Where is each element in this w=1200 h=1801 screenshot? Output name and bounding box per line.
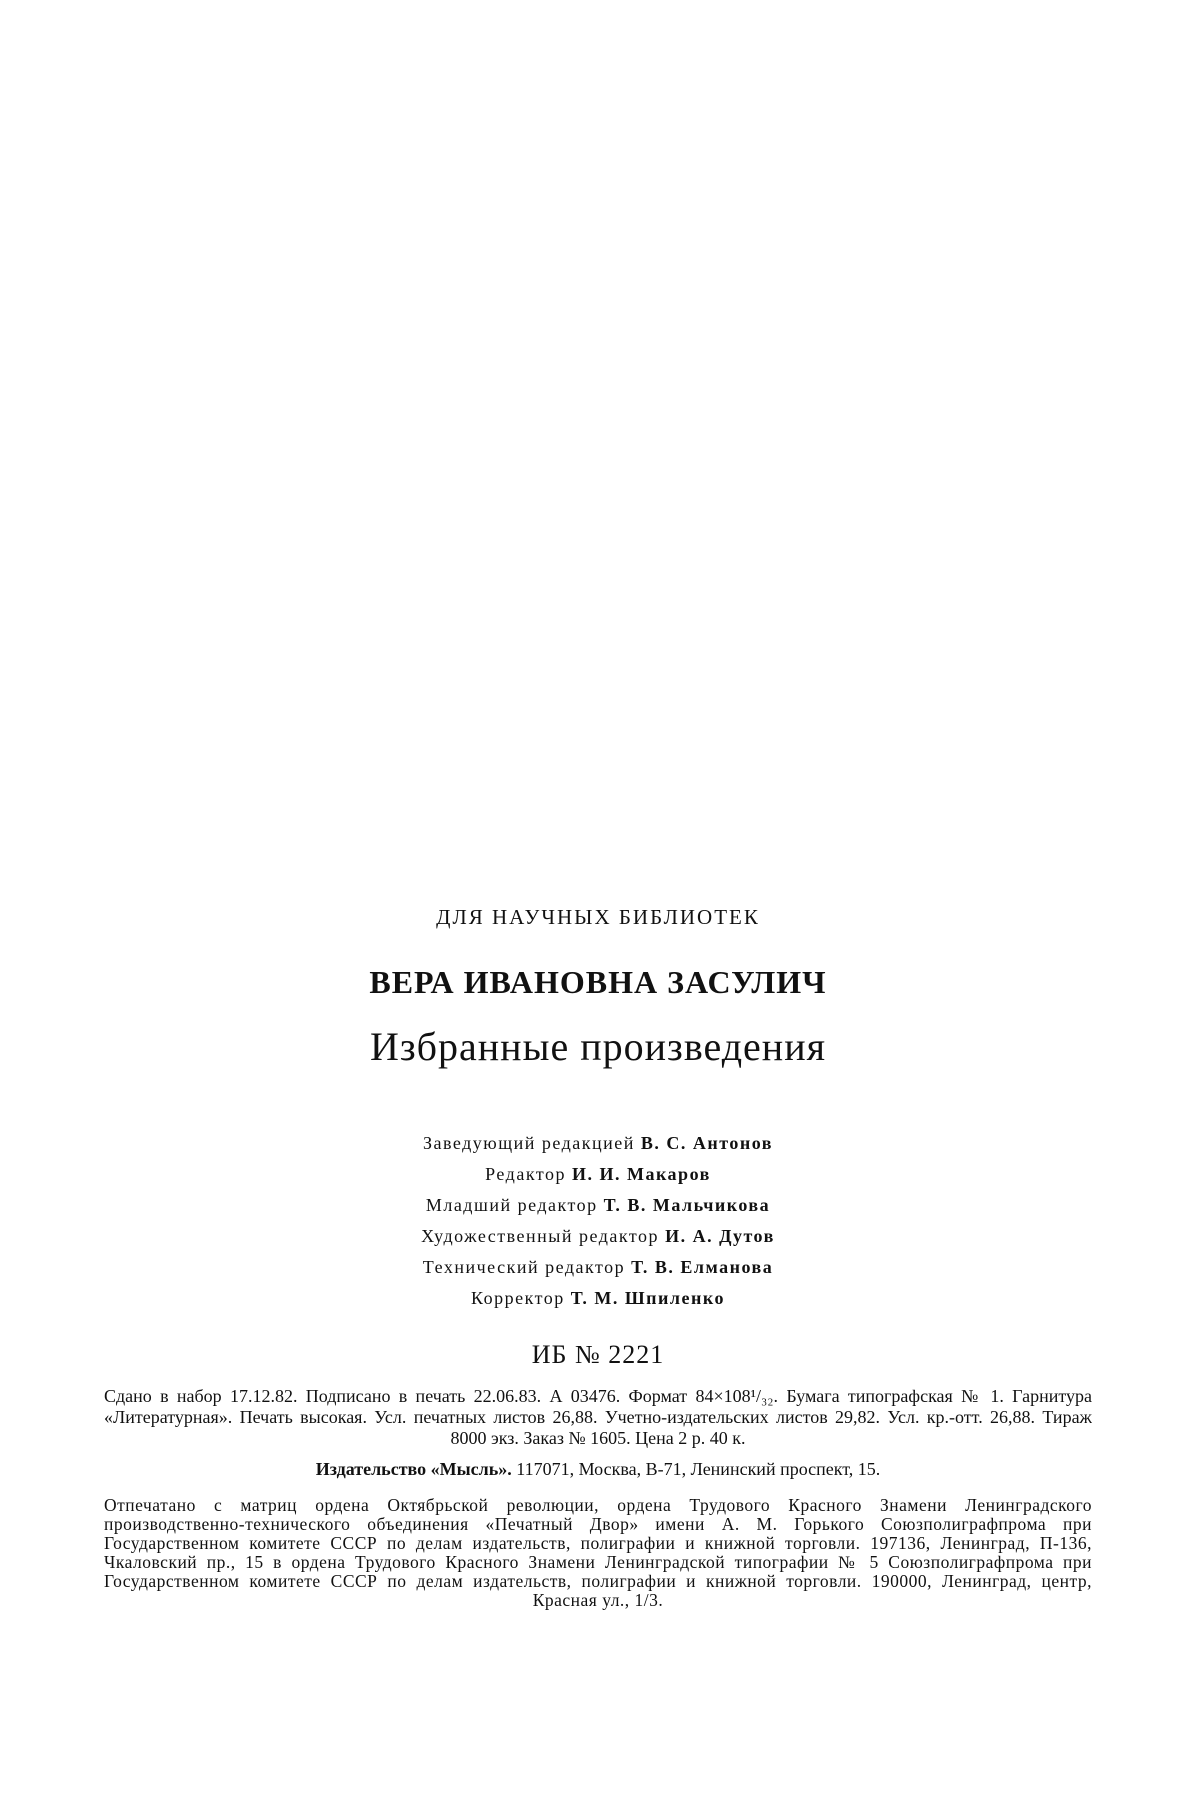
- author-name: ВЕРА ИВАНОВНА ЗАСУЛИЧ: [369, 964, 827, 1000]
- imprint-page: [104, 905, 1092, 1610]
- staff-name: Т. В. Елманова: [631, 1257, 774, 1277]
- staff-role: Младший редактор: [425, 1195, 598, 1215]
- publisher-name: Издательство «Мысль».: [315, 1459, 512, 1479]
- staff-name: И. И. Макаров: [571, 1164, 711, 1184]
- staff-line: [104, 1252, 1092, 1283]
- staff-role: Художественный редактор: [421, 1226, 660, 1246]
- staff-line: [104, 1221, 1092, 1252]
- staff-name: В. С. Антонов: [640, 1133, 774, 1153]
- ib-number: ИБ № 2221: [531, 1340, 665, 1369]
- publisher-address: 117071, Москва, В-71, Ленинский проспект, 15.: [516, 1459, 881, 1479]
- staff-line: [104, 1283, 1092, 1314]
- staff-line: [104, 1128, 1092, 1159]
- print-details: Сдано в набор 17.12.82. Подписано в печать 22.06.83. А 03476. Формат 84×108¹/₃₂. Бумага типографская № 1. Гарнитура «Литературная». Печать высокая. Усл. печатных листов 26,88. Учетно-издательских листов 29,82. Усл. кр.-отт. 26,88. Тираж 8000 экз. Заказ № 1605. Цена 2 р. 40 к.: [104, 1386, 1092, 1448]
- editorial-staff-list: [104, 1128, 1092, 1314]
- staff-role: Корректор: [470, 1288, 565, 1308]
- staff-line: [104, 1159, 1092, 1190]
- staff-role: Заведующий редакцией: [422, 1133, 635, 1153]
- series-label: ДЛЯ НАУЧНЫХ БИБЛИОТЕК: [436, 905, 760, 929]
- staff-role: Технический редактор: [422, 1257, 626, 1277]
- staff-name: Т. В. Мальчикова: [603, 1195, 771, 1215]
- printing-house-info: Отпечатано с матриц ордена Октябрьской революции, ордена Трудового Красного Знамени Ленинградского производственно-технического объединения «Печатный Двор» имени А. М. Горького Союзполиграфпрома при Государственном комитете СССР по делам издательств, полиграфии и книжной торговли. 197136, Ленинград, П-136, Чкаловский пр., 15 в ордена Трудового Красного Знамени Ленинградской типографии № 5 Союзполиграфпрома при Государственном комитете СССР по делам издательств, полиграфии и книжной торговли. 190000, Ленинград, центр, Красная ул., 1/3.: [104, 1495, 1092, 1610]
- publisher-line: [104, 1459, 1092, 1480]
- staff-name: И. А. Дутов: [665, 1226, 775, 1246]
- staff-name: Т. М. Шпиленко: [570, 1288, 726, 1308]
- staff-line: [104, 1190, 1092, 1221]
- staff-role: Редактор: [485, 1164, 566, 1184]
- book-title: Избранные произведения: [369, 1024, 827, 1069]
